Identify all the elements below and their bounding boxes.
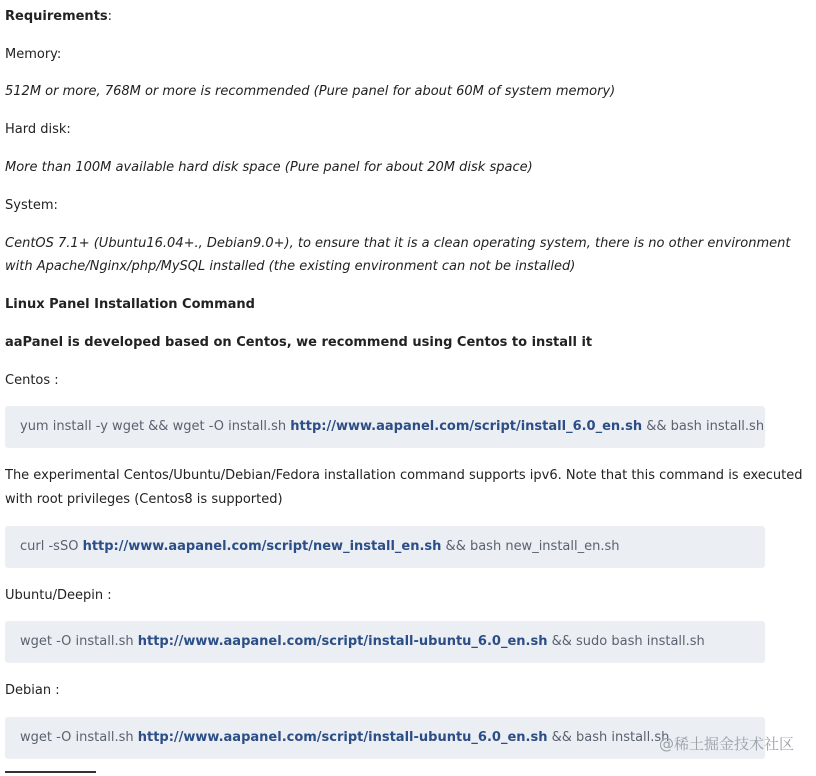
memory-value: 512M or more, 768M or more is recommended (Pure panel for about 60M of system memory) [5,84,616,99]
install-subtitle: aaPanel is developed based on Centos, we recommend using Centos to install it [5,335,593,350]
ubuntu-command-block[interactable] [5,621,765,663]
install-title: Linux Panel Installation Command [5,297,255,312]
requirements-heading [5,5,112,28]
system-value-line1: CentOS 7.1+ (Ubuntu16.04+., Debian9.0+), to ensure that it is a clean operating system, there is no other environment [5,236,791,251]
hard-disk-label: Hard disk: [5,122,71,137]
debian-command-pre: wget -O install.sh [20,730,138,745]
debian-label: Debian : [5,683,60,698]
centos-command-pre: yum install -y wget && wget -O install.sh [20,419,291,434]
debian-command-post: && bash install.sh [547,730,670,745]
experimental-command-pre: curl -sSO [20,539,83,554]
experimental-command-post: && bash new_install_en.sh [441,539,620,554]
centos-install-link[interactable]: http://www.aapanel.com/script/install_6.0_en.sh [290,419,643,434]
system-value-line2: with Apache/Nginx/php/MySQL installed (the existing environment can not be installed) [5,259,576,274]
debian-install-link[interactable]: http://www.aapanel.com/script/install-ubuntu_6.0_en.sh [137,730,548,745]
centos-label: Centos : [5,373,59,388]
experimental-note-line2: with root privileges (Centos8 is supported) [5,492,283,507]
site-watermark: @稀土掘金技术社区 [658,735,794,753]
ubuntu-label: Ubuntu/Deepin : [5,588,112,603]
experimental-command-block[interactable] [5,526,765,568]
system-label: System: [5,198,58,213]
experimental-install-link[interactable]: http://www.aapanel.com/script/new_install_en.sh [82,539,442,554]
ubuntu-command-post: && sudo bash install.sh [547,634,705,649]
section-divider [5,771,96,773]
requirements-heading-colon: : [107,9,113,24]
centos-command-block[interactable] [5,406,765,448]
experimental-note-line1: The experimental Centos/Ubuntu/Debian/Fedora installation command supports ipv6. Note that this command is executed [5,468,803,483]
requirements-heading-text: Requirements [5,9,108,24]
ubuntu-install-link[interactable]: http://www.aapanel.com/script/install-ubuntu_6.0_en.sh [137,634,548,649]
debian-command-block[interactable] [5,717,765,759]
centos-command-post: && bash install.sh [642,419,765,434]
ubuntu-command-pre: wget -O install.sh [20,634,138,649]
memory-label: Memory: [5,47,62,62]
hard-disk-value: More than 100M available hard disk space (Pure panel for about 20M disk space) [5,160,533,175]
